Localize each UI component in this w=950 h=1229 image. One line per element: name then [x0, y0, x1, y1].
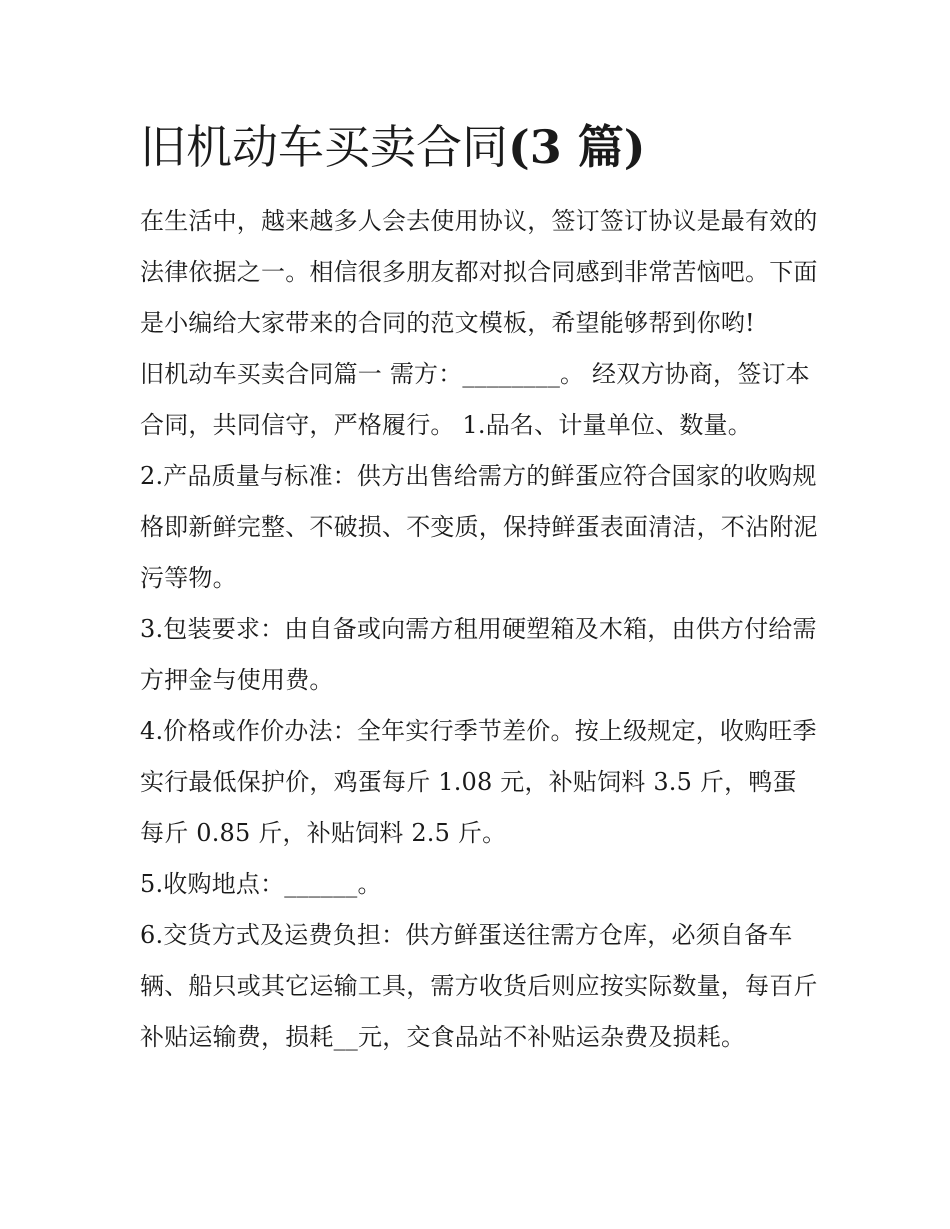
document-title — [140, 112, 820, 182]
clause-packaging-paragraph: 3.包装要求：由自备或向需方租用硬塑箱及木箱，由供方付给需方押金与使用费。 — [140, 615, 817, 694]
contract-opening-paragraph: 旧机动车买卖合同篇一 需方：________。 经双方协商，签订本合同，共同信守，严格履行。 1.品名、计量单位、数量。 — [140, 360, 810, 439]
clause-quality-paragraph: 2.产品质量与标准：供方出售给需方的鲜蛋应符合国家的收购规格即新鲜完整、不破损、不变质，保持鲜蛋表面清洁，不沾附泥污等物。 — [140, 462, 818, 592]
clause-price-paragraph: 4.价格或作价办法：全年实行季节差价。按上级规定，收购旺季实行最低保护价，鸡蛋每斤 1.08 元，补贴饲料 3.5 斤，鸭蛋每斤 0.85 斤，补贴饲料 2.5 斤。 — [140, 717, 817, 847]
document-page — [140, 112, 820, 1063]
clause-delivery-paragraph: 6.交货方式及运费负担：供方鲜蛋送往需方仓库，必须自备车辆、船只或其它运输工具，需方收货后则应按实际数量，每百斤补贴运输费，损耗__元，交食品站不补贴运杂费及损耗。 — [140, 921, 818, 1051]
intro-paragraph: 在生活中，越来越多人会去使用协议，签订签订协议是最有效的法律依据之一。相信很多朋友都对拟合同感到非常苦恼吧。下面是小编给大家带来的合同的范文模板，希望能够帮到你哟! — [140, 207, 818, 337]
clause-location-paragraph: 5.收购地点：______。 — [140, 870, 382, 898]
document-title-count: (3 篇) — [508, 120, 646, 174]
document-title-text: 旧机动车买卖合同 — [140, 120, 508, 174]
